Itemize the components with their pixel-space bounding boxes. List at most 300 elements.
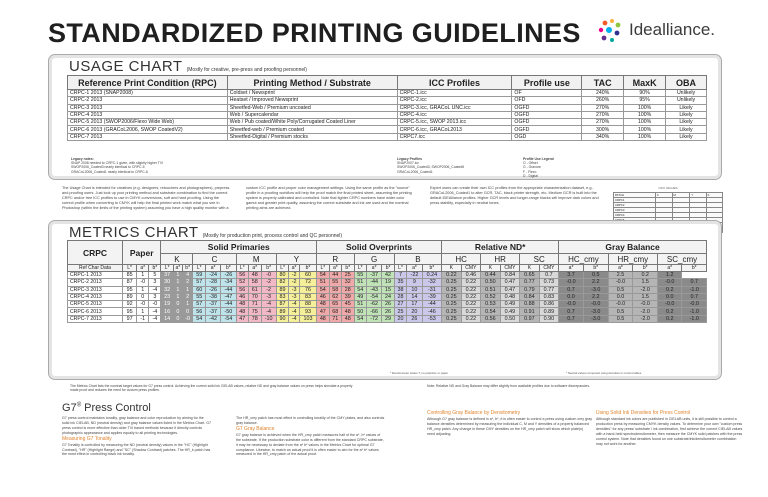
metrics-cell: 0.0 [658,293,682,300]
metrics-cell: -46 [422,308,442,315]
metrics-cell: 0.7 [682,293,707,300]
metrics-cell: 0.65 [520,272,540,279]
metrics-cell: 48 [236,308,248,315]
metrics-row [68,272,707,279]
usage-cell: 95% [624,97,666,104]
metrics-column-label: L* [276,265,288,272]
legacy-note: SNAP 2008 needed to CRPC-1 given, with slightly higher TVI [71,161,164,166]
metrics-cell: 1 [137,272,149,279]
metrics-cell: -38 [205,293,220,300]
ocv-cell: CRPC4 [614,213,656,218]
metrics-cell: 0.7 [559,308,584,315]
metrics-cell: 0.2 [658,308,682,315]
metrics-cell: 2.2 [583,293,608,300]
metrics-group-gray-balance: Gray Balance [559,241,707,254]
metrics-cell: 0.25 [442,279,462,286]
metrics-cell: -50 [221,308,236,315]
metrics-cell: 0 [173,301,182,308]
metrics-cell: 29 [382,315,394,322]
metrics-cell: 58 [249,279,261,286]
usage-cell: Likely [666,104,707,111]
g7-text-col3 [427,410,592,437]
metrics-cell: -0 [182,315,193,322]
g7-gray-balance-text: G7 gray balance is achieved when the HR_cmy patch measures half of the a*, b* values of the substrate. If the production substrate color is different from the standard CRPC substrate, it may be necessary to deviate from the a* b* values in the Metrics Chart for optimal G7 compliance. Likewise, to match an actual proof it is often easier to aim for the a* b* values measured in the HR_cmy patch of the actual proof. [236,432,384,457]
metrics-cell: -2.0 [633,315,658,322]
metrics-cell: 54 [354,315,366,322]
metrics-cell: 0.5 [608,286,633,293]
metrics-cell: -2 [289,279,300,286]
page-title: STANDARDIZED PRINTING GUIDELINES [48,18,581,48]
metrics-cell: 48 [317,301,329,308]
densitometry-heading: Controlling Gray Balance by Densitometry [427,410,521,416]
metrics-cell: 61 [249,286,261,293]
solid-ink-text: Although standard ink colors are published in CIELAB units, it is still possible to control a production press by measuring CMYK density values. To determine your own "custom press densities" for any press/ substrate / ink combination, first achieve the correct CIELAB values with a hand-held spectrodensitometer, then measure the CMYK solid patches with the press control system. Note that densities found on one substrate/ink/densitometer combination may not work for another. [596,417,743,446]
metrics-cell: 0.84 [500,272,520,279]
metrics-cell: 97 [122,315,136,322]
usage-description-col2: custom ICC profile and proper color management settings. Using the same profile as the "source" profile in a proofing workflow will help the proof match the final printed sheet, assuming the printing system is properly calibrated and controlled. Note that tighter CRPC numbers have wider color gamut and greater print quality, assuming the correct substrate and ink are used and the nominal printing aims are achieved. [246,186,412,210]
metrics-cell: -44 [221,301,236,308]
metrics-cell: 0.2 [658,286,682,293]
metrics-cell: 0.86 [539,301,559,308]
metrics-cell: 0.7 [559,315,584,322]
metrics-cell: 49 [354,293,366,300]
usage-cell: CRPC-5 2013 (SWOP2006/Flexo Wide Web) [68,119,228,126]
metrics-column-label: b* [682,265,707,272]
metrics-cell: 0.7 [539,272,559,279]
metrics-cell: 83 [299,293,316,300]
metrics-cell: -0.0 [608,279,633,286]
metrics-cell: 0.54 [481,308,501,315]
metrics-cell: 1 [173,286,182,293]
metrics-cell: 0.25 [442,308,462,315]
metrics-row-label: CRPC-4 2013 [68,293,123,300]
metrics-cell: 39 [342,293,354,300]
metrics-cell: 28 [394,293,406,300]
metrics-footnote-densitometer: * Densitometer status T, no polarizer or paper [390,371,449,375]
usage-column-header: Printing Method / Substrate [227,76,397,90]
usage-cell: CRPC-4.icc [397,111,512,118]
metrics-cell: 2.5 [608,272,633,279]
metrics-cell: 0.51 [481,286,501,293]
metrics-cell: 89 [276,286,288,293]
metrics-cell: 1 [173,279,182,286]
g7-heading-suffix: Press Control [84,402,151,414]
usage-cell: OFD [512,97,582,104]
usage-cell: CRPC-1 2013 (SNAP2008) [68,90,228,97]
metrics-cell: 51 [354,301,366,308]
metrics-cell: 28 [342,286,354,293]
metrics-cell: 20 [407,308,422,315]
legacy-notes [71,157,163,174]
metrics-column-label: a* [249,265,261,272]
usage-cell: CRPC-1.icc [397,90,512,97]
usage-row [68,90,707,97]
metrics-cell: -39 [422,293,442,300]
g7-text-col1 [62,416,212,457]
metrics-cell: 14 [407,293,422,300]
usage-cell: CRPC-5.icc, SWOP 2013.icc [397,119,512,126]
usage-cell: CRPC-7 2013 [68,133,228,140]
metrics-cell: 0.47 [500,279,520,286]
usage-cell: Web / Pub coated/White Poly/Corrugated Coated Liner [227,119,397,126]
usage-cell: CRPC-2 2013 [68,97,228,104]
metrics-cell: 30 [161,279,173,286]
usage-cell: 270% [582,111,624,118]
idealliance-logo-icon [597,18,627,44]
metrics-cell: 95 [122,308,136,315]
metrics-cell: -0 [137,279,149,286]
metrics-cell: 55 [329,279,341,286]
usage-cell: OF [512,90,582,97]
metrics-column-label: b* [583,265,608,272]
metrics-column-label: b* [261,265,276,272]
metrics-subgroup: HC [442,254,481,265]
usage-cell: 270% [582,104,624,111]
metrics-cell: 0.83 [539,293,559,300]
metrics-cell: 1 [173,293,182,300]
metrics-cell: 56 [236,272,248,279]
metrics-cell: 1 [173,272,182,279]
metrics-cell: 0.22 [461,301,481,308]
metrics-cell: 88 [299,301,316,308]
ocv-cell: CRPC3 [614,208,656,213]
metrics-cell: 0.52 [481,293,501,300]
metrics-cell: 0.22 [461,293,481,300]
usage-column-header: OBA [666,76,707,90]
g7-gray-balance-heading: G7 Gray Balance [236,425,275,432]
metrics-cell: 37 [161,272,173,279]
g7-heading-g7: G7 [62,402,77,414]
metrics-cell: -3 [289,286,300,293]
metrics-cell: -4 [261,301,276,308]
metrics-cell: -0.0 [608,301,633,308]
usage-chart-subtitle: (Mostly for creative, pre-press and proofing personnel) [186,67,307,73]
metrics-cell: 72 [299,279,316,286]
metrics-table [67,240,707,323]
ocv-cell: CRPC1 [614,198,656,203]
metrics-cell: 0.77 [539,286,559,293]
metrics-cell: 17 [407,301,422,308]
metrics-cell: 0.22 [461,315,481,322]
metrics-column-label: b* [221,265,236,272]
metrics-cell: 50 [354,308,366,315]
metrics-subgroup: HR_cmy [608,254,657,265]
usage-row [68,126,707,133]
metrics-cell: 19 [161,301,173,308]
metrics-cell: -22 [407,272,422,279]
usage-cell: CRPC7.icc [397,133,512,140]
usage-row [68,111,707,118]
metrics-cell: -4 [289,308,300,315]
metrics-cell: 44 [329,272,341,279]
metrics-cell: 70 [249,293,261,300]
metrics-cell: 25 [342,272,354,279]
metrics-column-label: CMY [461,265,481,272]
metrics-cell: -2.0 [633,286,658,293]
metrics-cell: 5 [149,272,161,279]
usage-cell: 340% [582,133,624,140]
metrics-subgroup: Y [276,254,316,265]
usage-cell: CRPC-4 2013 [68,111,228,118]
metrics-column-label: a* [289,265,300,272]
metrics-cell: 87 [122,279,136,286]
g7-text-col2 [236,416,386,457]
metrics-cell: -44 [422,301,442,308]
usage-cell: 300% [582,126,624,133]
metrics-cell: 0.89 [539,308,559,315]
metrics-cell: 23 [161,293,173,300]
metrics-cell: 0.22 [461,308,481,315]
metrics-cell: 80 [276,272,288,279]
metrics-cell: 54 [317,286,329,293]
usage-cell: CRPC-3 2013 [68,104,228,111]
metrics-cell: 0.90 [539,315,559,322]
metrics-cell: 78 [249,315,261,322]
metrics-cell: 71 [329,315,341,322]
metrics-column-label: a* [608,265,633,272]
metrics-row-label: CRPC-2 2013 [68,279,123,286]
metrics-cell: -1.0 [682,315,707,322]
metrics-cell: 1 [182,286,193,293]
metrics-row [68,301,707,308]
metrics-cell: 26 [382,308,394,315]
metrics-cell: 1 [182,301,193,308]
metrics-cell: 103 [299,315,316,322]
metrics-cell: 1.2 [658,272,682,279]
metrics-note: Note: Relative ND and Gray Balance may differ slightly from available profiles due to software discrepancies. [427,384,590,388]
metrics-cell: -26 [205,286,220,293]
usage-cell: 240% [582,90,624,97]
metrics-cell: 89 [276,308,288,315]
metrics-cell: 68 [329,308,341,315]
metrics-cell: 16 [161,308,173,315]
metrics-row [68,279,707,286]
usage-cell: OGFD [512,111,582,118]
metrics-cell: 51 [317,279,329,286]
metrics-group-relative-nd: Relative ND* [442,241,559,254]
usage-column-header: MaxK [624,76,666,90]
profile-use-item: O - Offset [523,161,538,166]
usage-column-header: Profile use [512,76,582,90]
metrics-cell: -1.0 [682,308,707,315]
metrics-row-label: CRPC-1 2013 [68,272,123,279]
metrics-subgroup: R [317,254,354,265]
ocv-cell: CRPC2 [614,203,656,208]
metrics-column-label: K [520,265,540,272]
metrics-column-label: K [481,265,501,272]
metrics-cell: 0.88 [520,301,540,308]
metrics-cell: 0 [137,293,149,300]
metrics-cell: 0.97 [520,315,540,322]
metrics-chart-subtitle: (Mostly for production print, process control and QC personnel) [202,233,343,239]
metrics-cell: 48 [342,308,354,315]
g7-heading [62,402,151,414]
metrics-cell: -44 [221,286,236,293]
metrics-cell: 0.7 [559,286,584,293]
metrics-cell: 42 [382,272,394,279]
metrics-column-label: L* [394,265,406,272]
metrics-chart-panel [48,220,722,380]
metrics-group-paper: Paper [122,241,160,265]
usage-cell: 260% [582,97,624,104]
solid-ink-heading: Using Solid Ink Densities for Press Control [596,410,691,416]
metrics-column-header [68,265,707,272]
metrics-row [68,308,707,315]
metrics-cell: 32 [342,279,354,286]
metrics-cell: -54 [221,315,236,322]
metrics-cell: 0.22 [442,272,462,279]
metrics-cell: -37 [367,272,382,279]
metrics-cell: -0 [137,301,149,308]
metrics-cell: 27 [394,301,406,308]
profile-use-item: D - Digital [523,173,538,178]
metrics-cell: 38 [394,286,406,293]
usage-cell: OGFD [512,104,582,111]
metrics-cell: 76 [299,286,316,293]
metrics-cell: 0.25 [442,315,462,322]
metrics-cell: 65 [329,301,341,308]
metrics-cell: 1.5 [633,293,658,300]
metrics-cell: 48 [342,315,354,322]
metrics-cell: -4 [149,286,161,293]
metrics-cell: 3.7 [559,272,584,279]
metrics-cell: -0 [149,301,161,308]
metrics-column-label: b* [149,265,161,272]
usage-table-header [68,76,707,90]
metrics-cell: 32 [161,286,173,293]
metrics-cell: 51 [354,279,366,286]
usage-row [68,119,707,126]
metrics-cell: 0.2 [658,315,682,322]
metrics-column-label: CMY [500,265,520,272]
metrics-cell: -37 [205,308,220,315]
metrics-column-label: b* [342,265,354,272]
usage-cell: Likely [666,111,707,118]
metrics-cell: -47 [221,293,236,300]
metrics-subgroup: C [193,254,236,265]
usage-cell: OGFD [512,119,582,126]
usage-cell: Sheetfed-Digital / Premium stocks [227,133,397,140]
metrics-cell: 3 [149,293,161,300]
metrics-row-label: CRPC-7 2013 [68,315,123,322]
metrics-cell: 0.79 [520,286,540,293]
metrics-cell: 54 [317,272,329,279]
metrics-column-label: a* [137,265,149,272]
metrics-column-label: b* [633,265,658,272]
metrics-cell: -1.0 [682,286,707,293]
legacy-profile: GRACoL2006_Coated1 [397,169,433,174]
usage-cell: CRPC-2.icc [397,97,512,104]
g7-hr-text: The HR_cmy patch has most effect in controlling tonality of the CMY plates, and also controls gray balance. [236,416,385,425]
metrics-cell: 3 [149,279,161,286]
metrics-cell: 1.5 [633,279,658,286]
metrics-cell: 1 [137,308,149,315]
metrics-cell: 55 [354,272,366,279]
metrics-cell: -28 [205,279,220,286]
metrics-cell: 93 [299,308,316,315]
metrics-cell: -10 [261,315,276,322]
metrics-cell: 26 [407,315,422,322]
metrics-cell: -2 [261,286,276,293]
metrics-cell: 60 [193,286,205,293]
metrics-subgroup: SC_cmy [658,254,707,265]
usage-column-header: Reference Print Condition (RPC) [68,76,228,90]
metrics-cell: 57 [193,279,205,286]
usage-cell: 270% [582,119,624,126]
metrics-cell: 92 [122,301,136,308]
metrics-cell: 56 [236,286,248,293]
usage-cell: CRPC-6 2013 (GRACoL2006, SWOP CoatedV2) [68,126,228,133]
metrics-cell: -0.0 [583,301,608,308]
metrics-cell: 0 [173,308,182,315]
usage-table [67,75,707,141]
usage-cell: Web / Supercalendar [227,111,397,118]
metrics-cell: -31 [422,286,442,293]
usage-cell: Likely [666,119,707,126]
metrics-cell: 24 [382,293,394,300]
usage-description-col1: The Usage Chart is intended for creatives (e.g. designers, retouchers and photographers), prepress and proofing users. Just look up your printing method and substrate combination to find the correct CRPC and/or free ICC profiles to use in CMYK conversions, soft and hard proofing. Using the correct profile when converting to CMYK will help the final printed work match what you see in Photoshop (within the limits of the printing system) assuming you have a high quality monitor with a [62,186,230,210]
usage-cell: CRPC-6.icc, GRACoL2013 [397,126,512,133]
metrics-group-crpc: CRPC [68,241,123,265]
metrics-cell: -44 [367,279,382,286]
usage-cell: CRPC-3.icc, GRACoL UNC.icc [397,104,512,111]
metrics-cell: 82 [276,279,288,286]
metrics-cell: 95 [122,286,136,293]
metrics-cell: 0.53 [481,301,501,308]
metrics-column-label: K [442,265,462,272]
metrics-cell: 48 [249,272,261,279]
metrics-cell: 0.25 [442,301,462,308]
registered-mark: ® [76,402,82,409]
metrics-cell: 0.44 [481,272,501,279]
metrics-cell: 0.22 [461,286,481,293]
metrics-column-label: a* [407,265,422,272]
usage-cell: OGD [512,133,582,140]
metrics-cell: 2 [182,279,193,286]
usage-cell: 90% [624,90,666,97]
metrics-cell: 85 [122,272,136,279]
metrics-cell: 56 [193,308,205,315]
metrics-cell: -32 [422,279,442,286]
metrics-cell: -62 [367,301,382,308]
metrics-cell: 0.48 [500,293,520,300]
metrics-cell: 47 [317,308,329,315]
metrics-cell: 10 [407,286,422,293]
metrics-column-label: L* [317,265,329,272]
metrics-cell: -3.0 [583,308,608,315]
metrics-cell: 46 [236,293,248,300]
metrics-cell: -4 [149,308,161,315]
metrics-cell: 0.50 [500,315,520,322]
brand-name: Idealliance. [629,20,716,39]
metrics-cell: 7 [394,272,406,279]
metrics-cell: 2 [182,293,193,300]
metrics-column-label: a* [205,265,220,272]
metrics-footnote-neutral: * Neutral values computed using densities in current tables [566,371,642,375]
legacy-profile: SNAP2007.icc [397,161,419,166]
metrics-subgroup-header [68,254,707,265]
metrics-cell: 48 [236,301,248,308]
metrics-column-label: L* [236,265,248,272]
metrics-group-header [68,241,707,254]
metrics-column-label: b* [382,265,394,272]
metrics-cell: 0.24 [422,272,442,279]
metrics-cell: -3.0 [583,315,608,322]
usage-cell: Unlikely [666,90,707,97]
metrics-cell: 58 [329,286,341,293]
metrics-cell: 9 [407,279,422,286]
g7-text-col4 [596,410,744,446]
